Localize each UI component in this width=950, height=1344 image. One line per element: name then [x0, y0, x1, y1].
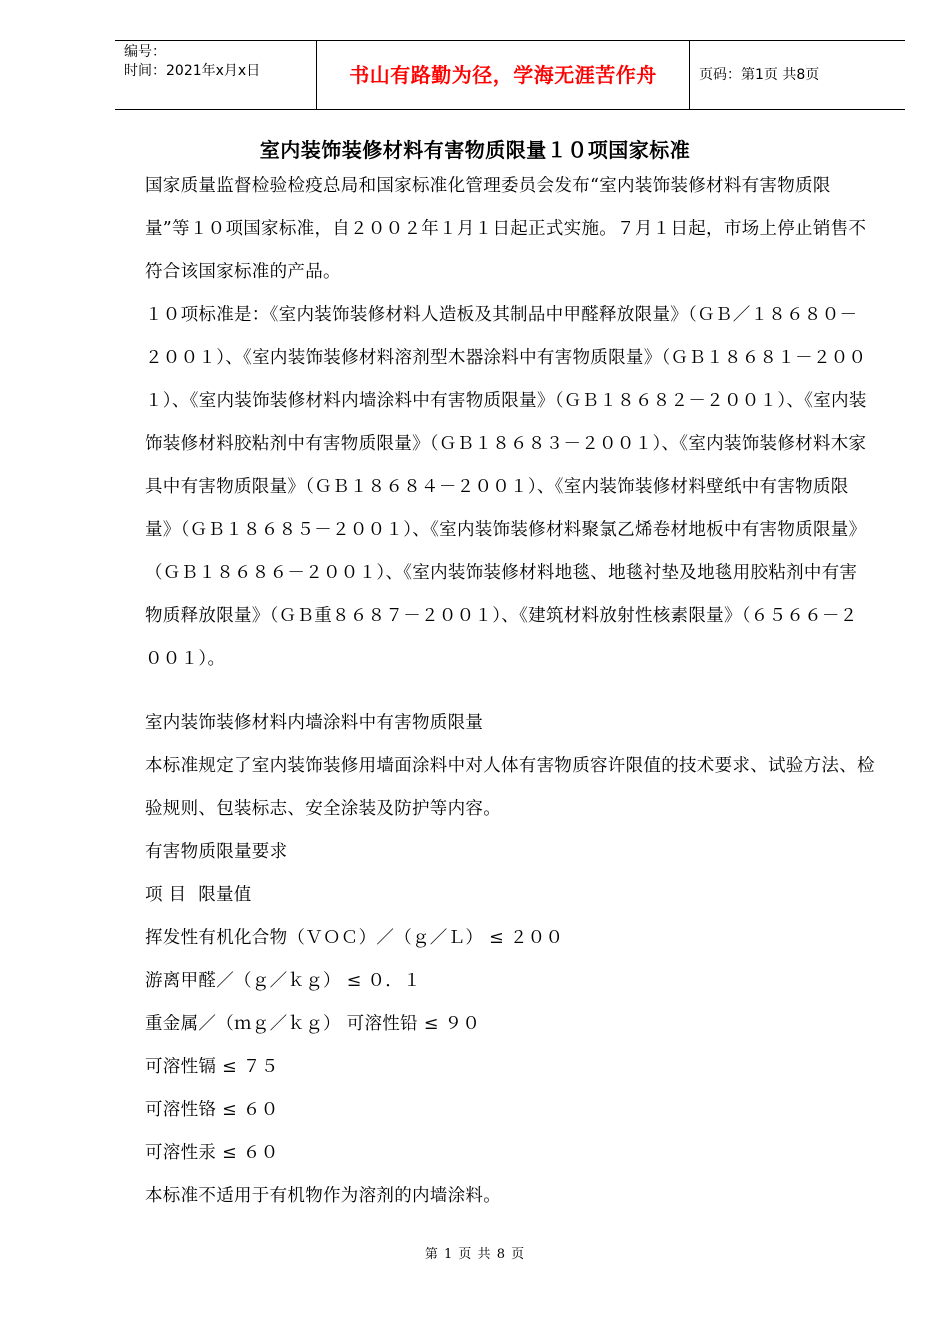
page-header	[115, 40, 905, 110]
header-motto: 书山有路勤为径，学海无涯苦作舟	[317, 41, 690, 109]
section-intro: 本标准规定了室内装饰装修用墙面涂料中对人体有害物质容许限值的技术要求、试验方法、检验规则、包装标志、安全涂装及防护等内容。	[145, 756, 875, 819]
page-footer: 第 1 页 共 8 页	[424, 1247, 526, 1262]
limit-row: 挥发性有机化合物（ＶＯＣ）／（ｇ／Ｌ） ≤ ２００	[145, 928, 564, 948]
header-page-info: 页码：第1页 共8页	[699, 67, 820, 83]
intro-paragraph: 国家质量监督检验检疫总局和国家标准化管理委员会发布“室内装饰装修材料有害物质限量”等１０项国家标准，自２００２年１月１日起正式实施。７月１日起，市场上停止销售不符合该国家标准的产品。	[145, 176, 867, 282]
requirements-heading: 有害物质限量要求	[145, 842, 288, 862]
header-meta	[115, 41, 317, 109]
limit-row: 可溶性铬 ≤ ６０	[145, 1100, 279, 1120]
document-body	[145, 165, 875, 1218]
section-content	[145, 702, 875, 1218]
standards-list-paragraph: １０项标准是：《室内装饰装修材料人造板及其制品中甲醛释放限量》（ＧＢ／１８６８０－２００１）、《室内装饰装修材料溶剂型木器涂料中有害物质限量》（ＧＢ１８６８１－２００１）、《室内装饰装修材料内墙涂料中有害物质限量》（ＧＢ１８６８２－２００１）、《室内装饰装修材料胶粘剂中有害物质限量》（ＧＢ１８６８３－２００１）、《室内装饰装修材料木家具中有害物质限量》（ＧＢ１８６８４－２００１）、《室内装饰装修材料壁纸中有害物质限量》（ＧＢ１８６８５－２００１）、《室内装饰装修材料聚氯乙烯卷材地板中有害物质限量》（ＧＢ１８６８６－２００１）、《室内装饰装修材料地毯、地毯衬垫及地毯用胶粘剂中有害物质释放限量》（ＧＢ重８６８７－２００１）、《建筑材料放射性核素限量》（６５６６－２００１）。	[145, 305, 867, 669]
time-label: 时间：2021年x月x日	[124, 63, 261, 79]
limit-row: 重金属／（ｍｇ／ｋｇ） 可溶性铅 ≤ ９０	[145, 1014, 481, 1034]
limit-row: 游离甲醛／（ｇ／ｋｇ） ≤ ０．１	[145, 971, 421, 991]
section-heading: 室内装饰装修材料内墙涂料中有害物质限量	[145, 713, 484, 733]
code-label: 编号：	[124, 44, 166, 60]
limit-row: 可溶性汞 ≤ ６０	[145, 1143, 279, 1163]
scope-note: 本标准不适用于有机物作为溶剂的内墙涂料。	[145, 1186, 501, 1206]
document-title: 室内装饰装修材料有害物质限量１０项国家标准	[259, 138, 691, 162]
limit-row: 可溶性镉 ≤ ７５	[145, 1057, 279, 1077]
limits-table-header: 项 目 限量值	[145, 885, 252, 905]
